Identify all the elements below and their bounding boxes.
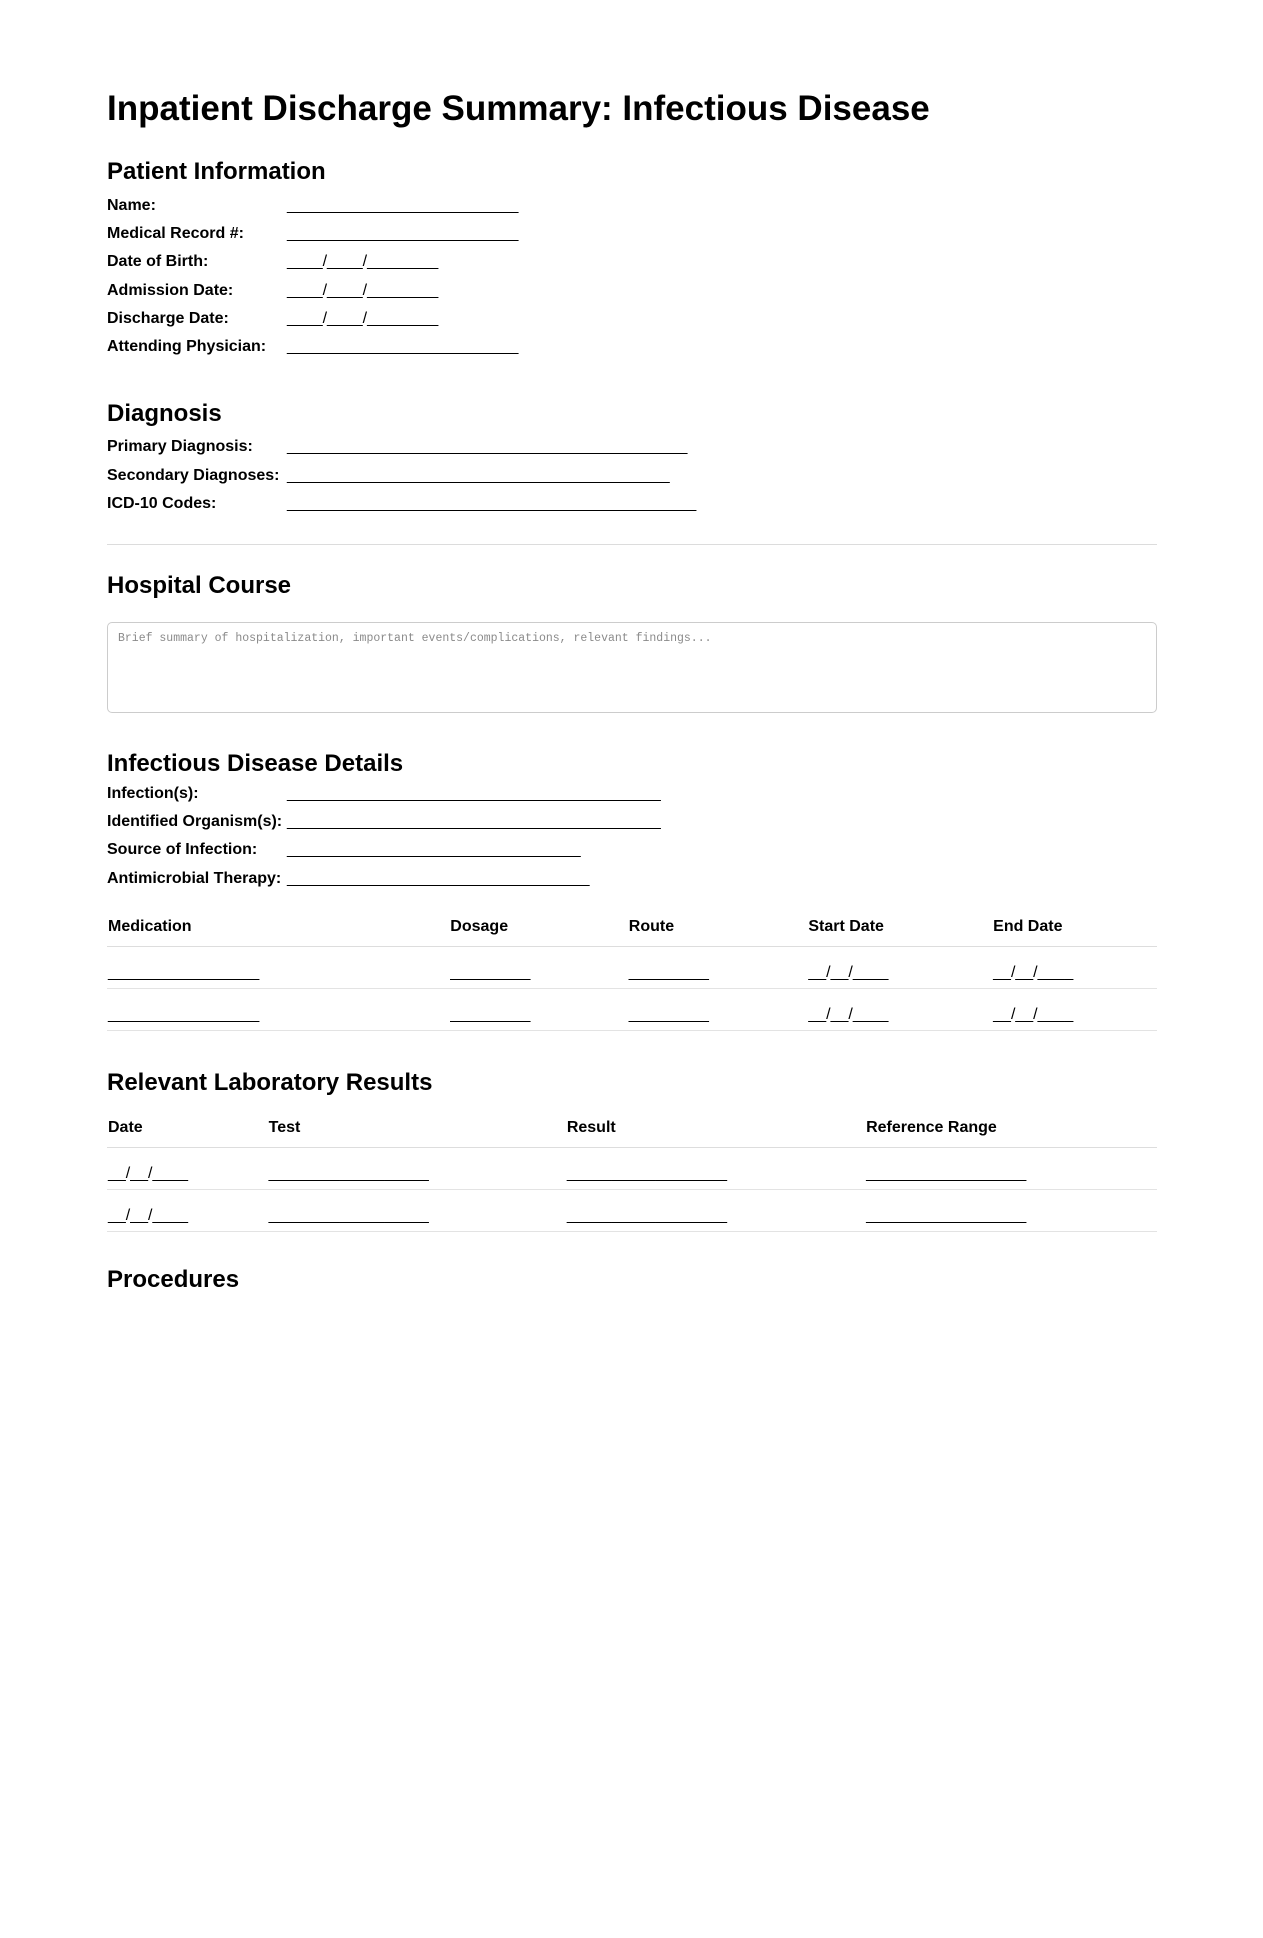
field-row-source-of-infection	[107, 836, 1157, 864]
cell-blank-result: __________________	[566, 1147, 865, 1189]
section-heading-infectious-disease-details: Infectious Disease Details	[107, 750, 404, 778]
section-heading-laboratory-results: Relevant Laboratory Results	[107, 1069, 433, 1097]
field-label: Antimicrobial Therapy:	[107, 869, 282, 887]
field-blank-line: __________________________________________	[287, 813, 661, 831]
section-heading-diagnosis: Diagnosis	[107, 399, 222, 427]
field-label: Secondary Diagnoses:	[107, 466, 280, 484]
form-content	[107, 88, 1157, 1301]
diagnosis-fields	[107, 433, 1157, 518]
field-blank-line: __________________________	[287, 338, 519, 356]
section-heading-patient-information: Patient Information	[107, 158, 326, 185]
field-label: Date of Birth:	[107, 253, 209, 271]
column-header-reference-range: Reference Range	[865, 1118, 1157, 1148]
field-label: ICD-10 Codes:	[107, 494, 217, 512]
column-header-test: Test	[268, 1118, 566, 1148]
cell-blank-reference-range: __________________	[865, 1147, 1157, 1189]
cell-blank-result: __________________	[566, 1189, 865, 1231]
field-row-infections	[107, 780, 1157, 808]
field-blank-line: __________________________________	[287, 869, 590, 887]
table-row	[107, 989, 1157, 1031]
field-blank-date: ____/____/________	[287, 309, 439, 327]
cell-blank-route: _________	[628, 989, 808, 1031]
column-header-end-date: End Date	[992, 917, 1157, 947]
field-label: Discharge Date:	[107, 309, 229, 327]
field-row-attending-physician	[107, 333, 1157, 361]
field-row-primary-diagnosis	[107, 433, 1157, 461]
field-blank-line: _____________________________________________	[287, 438, 688, 456]
field-blank-line: __________________________	[287, 196, 519, 214]
table-row	[107, 1147, 1157, 1189]
section-divider	[107, 544, 1157, 545]
cell-blank-medication: _________________	[107, 947, 449, 989]
table-row	[107, 1189, 1157, 1231]
field-row-medical-record	[107, 220, 1157, 248]
field-row-secondary-diagnoses	[107, 462, 1157, 490]
cell-blank-route: _________	[628, 947, 808, 989]
column-header-start-date: Start Date	[807, 917, 992, 947]
field-row-name	[107, 192, 1157, 220]
cell-blank-start-date: __/__/____	[807, 989, 992, 1031]
field-blank-date: ____/____/________	[287, 281, 439, 299]
field-label: Primary Diagnosis:	[107, 438, 253, 456]
cell-blank-start-date: __/__/____	[807, 947, 992, 989]
field-blank-line: ___________________________________________	[287, 466, 670, 484]
cell-blank-medication: _________________	[107, 989, 449, 1031]
cell-blank-end-date: __/__/____	[992, 989, 1157, 1031]
field-label: Source of Infection:	[107, 841, 258, 859]
column-header-medication: Medication	[107, 917, 449, 947]
infectious-disease-fields	[107, 780, 1157, 893]
field-label: Attending Physician:	[107, 338, 267, 356]
cell-blank-date: __/__/____	[107, 1147, 268, 1189]
column-header-result: Result	[566, 1118, 865, 1148]
hospital-course-textarea[interactable]	[107, 622, 1157, 713]
cell-blank-end-date: __/__/____	[992, 947, 1157, 989]
cell-blank-dosage: _________	[449, 947, 628, 989]
cell-blank-test: __________________	[268, 1189, 566, 1231]
medications-table	[107, 917, 1157, 1031]
field-label: Name:	[107, 196, 156, 214]
field-row-date-of-birth	[107, 248, 1157, 276]
patient-information-fields	[107, 192, 1157, 362]
field-row-antimicrobial-therapy	[107, 865, 1157, 893]
field-row-icd10-codes	[107, 490, 1157, 518]
field-label: Medical Record #:	[107, 225, 244, 243]
field-row-identified-organisms	[107, 808, 1157, 836]
section-heading-procedures: Procedures	[107, 1265, 240, 1293]
column-header-route: Route	[628, 917, 808, 947]
field-blank-line: __________________________	[287, 225, 519, 243]
field-blank-date: ____/____/________	[287, 253, 439, 271]
cell-blank-reference-range: __________________	[865, 1189, 1157, 1231]
field-blank-line: ______________________________________________	[287, 494, 697, 512]
field-label: Identified Organism(s):	[107, 813, 283, 831]
column-header-dosage: Dosage	[449, 917, 628, 947]
laboratory-results-table	[107, 1118, 1157, 1232]
medications-header-row	[107, 917, 1157, 947]
section-heading-hospital-course: Hospital Course	[107, 572, 292, 600]
page-title: Inpatient Discharge Summary: Infectious Disease	[107, 89, 930, 128]
column-header-date: Date	[107, 1118, 268, 1148]
field-row-admission-date	[107, 277, 1157, 305]
table-row	[107, 947, 1157, 989]
cell-blank-date: __/__/____	[107, 1189, 268, 1231]
field-blank-line: __________________________________________	[287, 784, 661, 802]
field-label: Infection(s):	[107, 784, 199, 802]
cell-blank-test: __________________	[268, 1147, 566, 1189]
cell-blank-dosage: _________	[449, 989, 628, 1031]
laboratory-header-row	[107, 1118, 1157, 1148]
field-blank-line: _________________________________	[287, 841, 581, 859]
field-row-discharge-date	[107, 305, 1157, 333]
field-label: Admission Date:	[107, 281, 234, 299]
